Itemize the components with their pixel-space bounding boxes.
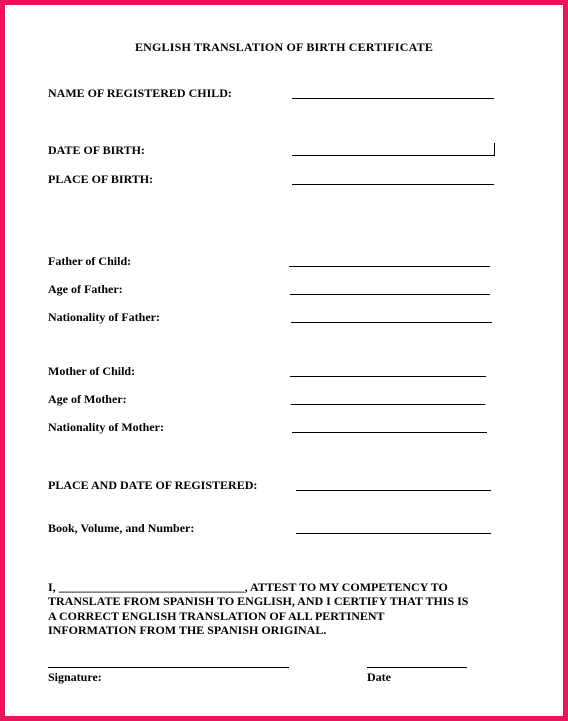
date-field[interactable] [367, 667, 467, 668]
registered-child-field[interactable] [292, 98, 494, 99]
age-of-mother-field[interactable] [291, 404, 485, 405]
text-cursor [494, 143, 495, 156]
age-of-father-label: Age of Father: [48, 282, 123, 296]
document-title: ENGLISH TRANSLATION OF BIRTH CERTIFICATE [134, 40, 434, 54]
attestation-line: TRANSLATE FROM SPANISH TO ENGLISH, AND I CERTIFY THAT THIS IS [48, 594, 469, 609]
book-volume-number-field[interactable] [296, 533, 491, 534]
date-of-birth-label: DATE OF BIRTH: [48, 143, 145, 157]
signature-field[interactable] [48, 667, 289, 668]
place-of-birth-field[interactable] [292, 184, 494, 185]
attestation-line: A CORRECT ENGLISH TRANSLATION OF ALL PERTINENT [48, 608, 385, 623]
attestation-line: I, _______________________________, ATTEST TO MY COMPETENCY TO [48, 580, 448, 594]
book-volume-number-label: Book, Volume, and Number: [48, 521, 195, 535]
nationality-of-mother-field[interactable] [292, 432, 487, 433]
father-of-child-field[interactable] [289, 266, 490, 267]
father-of-child-label: Father of Child: [48, 254, 132, 268]
age-of-father-field[interactable] [290, 294, 490, 295]
attestation-paragraph [48, 580, 518, 637]
nationality-of-father-field[interactable] [291, 322, 492, 323]
mother-of-child-label: Mother of Child: [48, 364, 136, 378]
date-of-birth-field[interactable] [292, 155, 494, 156]
date-label: Date [367, 670, 391, 684]
signature-label: Signature: [48, 670, 102, 684]
place-date-registered-label: PLACE AND DATE OF REGISTERED: [48, 478, 258, 492]
registered-child-label: NAME OF REGISTERED CHILD: [48, 86, 232, 100]
mother-of-child-field[interactable] [290, 376, 486, 377]
nationality-of-father-label: Nationality of Father: [48, 310, 160, 324]
place-of-birth-label: PLACE OF BIRTH: [48, 172, 154, 186]
place-date-registered-field[interactable] [296, 490, 491, 491]
nationality-of-mother-label: Nationality of Mother: [48, 420, 164, 434]
age-of-mother-label: Age of Mother: [48, 392, 127, 406]
attestation-line: INFORMATION FROM THE SPANISH ORIGINAL. [48, 622, 327, 637]
